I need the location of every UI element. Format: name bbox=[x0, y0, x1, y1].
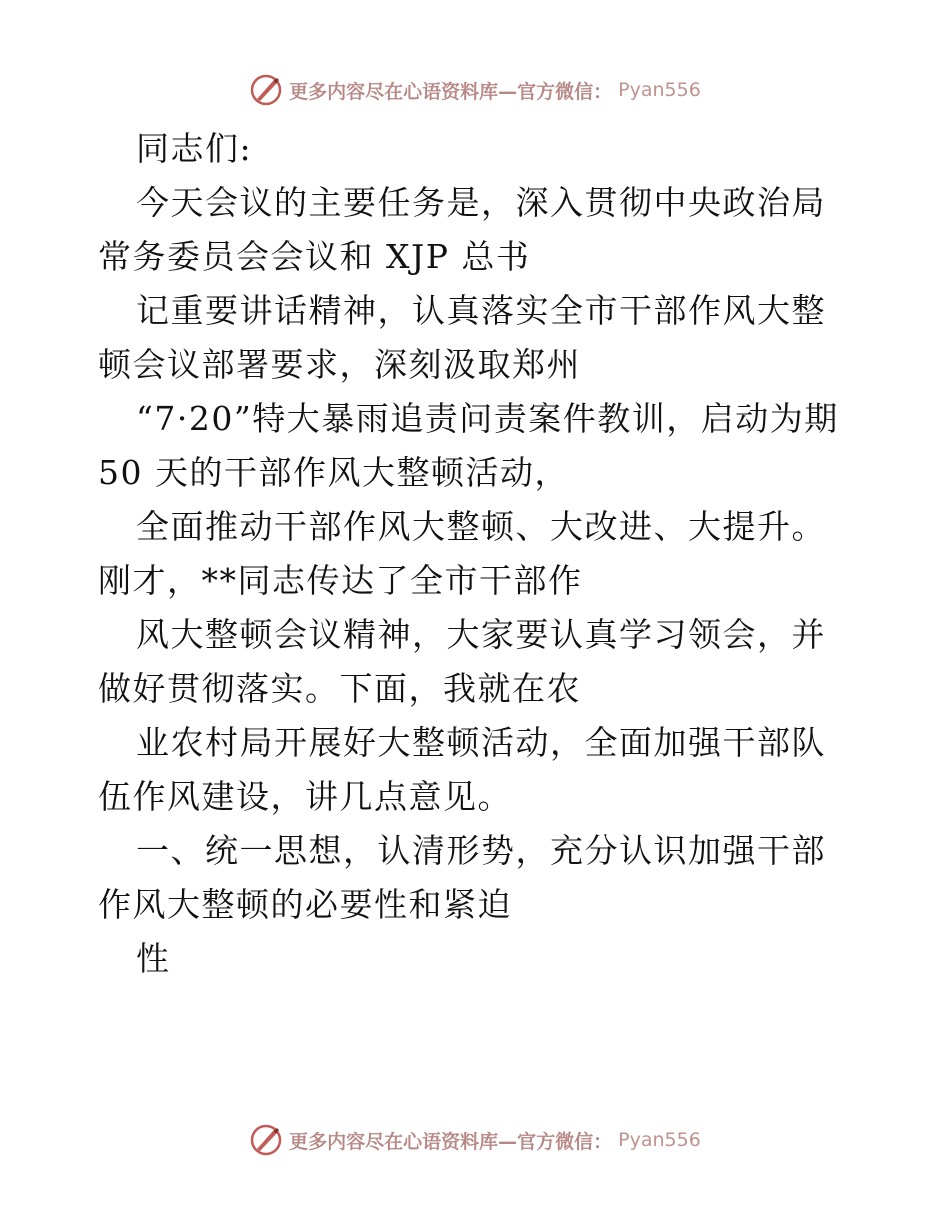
paragraph: 全面推动干部作风大整顿、大改进、大提升。刚才，**同志传达了全市干部作 bbox=[98, 507, 826, 600]
header-watermark bbox=[0, 70, 950, 110]
quill-logo-icon bbox=[249, 73, 283, 107]
section-heading: 一、统一思想，认清形势，充分认识加强干部作风大整顿的必要性和紧迫 bbox=[98, 831, 826, 924]
watermark-text: 更多内容尽在心语资料库—官方微信： bbox=[289, 80, 613, 103]
paragraph: “7·20”特大暴雨追责问责案件教训，启动为期 50 天的干部作风大整顿活动， bbox=[98, 399, 851, 492]
footer-watermark bbox=[0, 1120, 950, 1160]
paragraph: 风大整顿会议精神，大家要认真学习领会，并做好贯彻落实。下面，我就在农 bbox=[98, 615, 826, 708]
section-heading-continuation: 性 bbox=[136, 939, 171, 978]
watermark-text: 更多内容尽在心语资料库—官方微信： bbox=[289, 1130, 613, 1153]
watermark-handle: Pyan556 bbox=[618, 79, 701, 101]
paragraph: 记重要讲话精神，认真落实全市干部作风大整顿会议部署要求，深刻汲取郑州 bbox=[98, 291, 826, 384]
salutation: 同志们: bbox=[136, 129, 253, 168]
paragraph: 业农村局开展好大整顿活动，全面加强干部队伍作风建设，讲几点意见。 bbox=[98, 723, 826, 816]
paragraph: 今天会议的主要任务是，深入贯彻中央政治局常务委员会会议和 XJP 总书 bbox=[98, 183, 826, 276]
document-body bbox=[98, 122, 858, 986]
watermark-handle: Pyan556 bbox=[618, 1129, 701, 1151]
quill-logo-icon bbox=[249, 1123, 283, 1157]
